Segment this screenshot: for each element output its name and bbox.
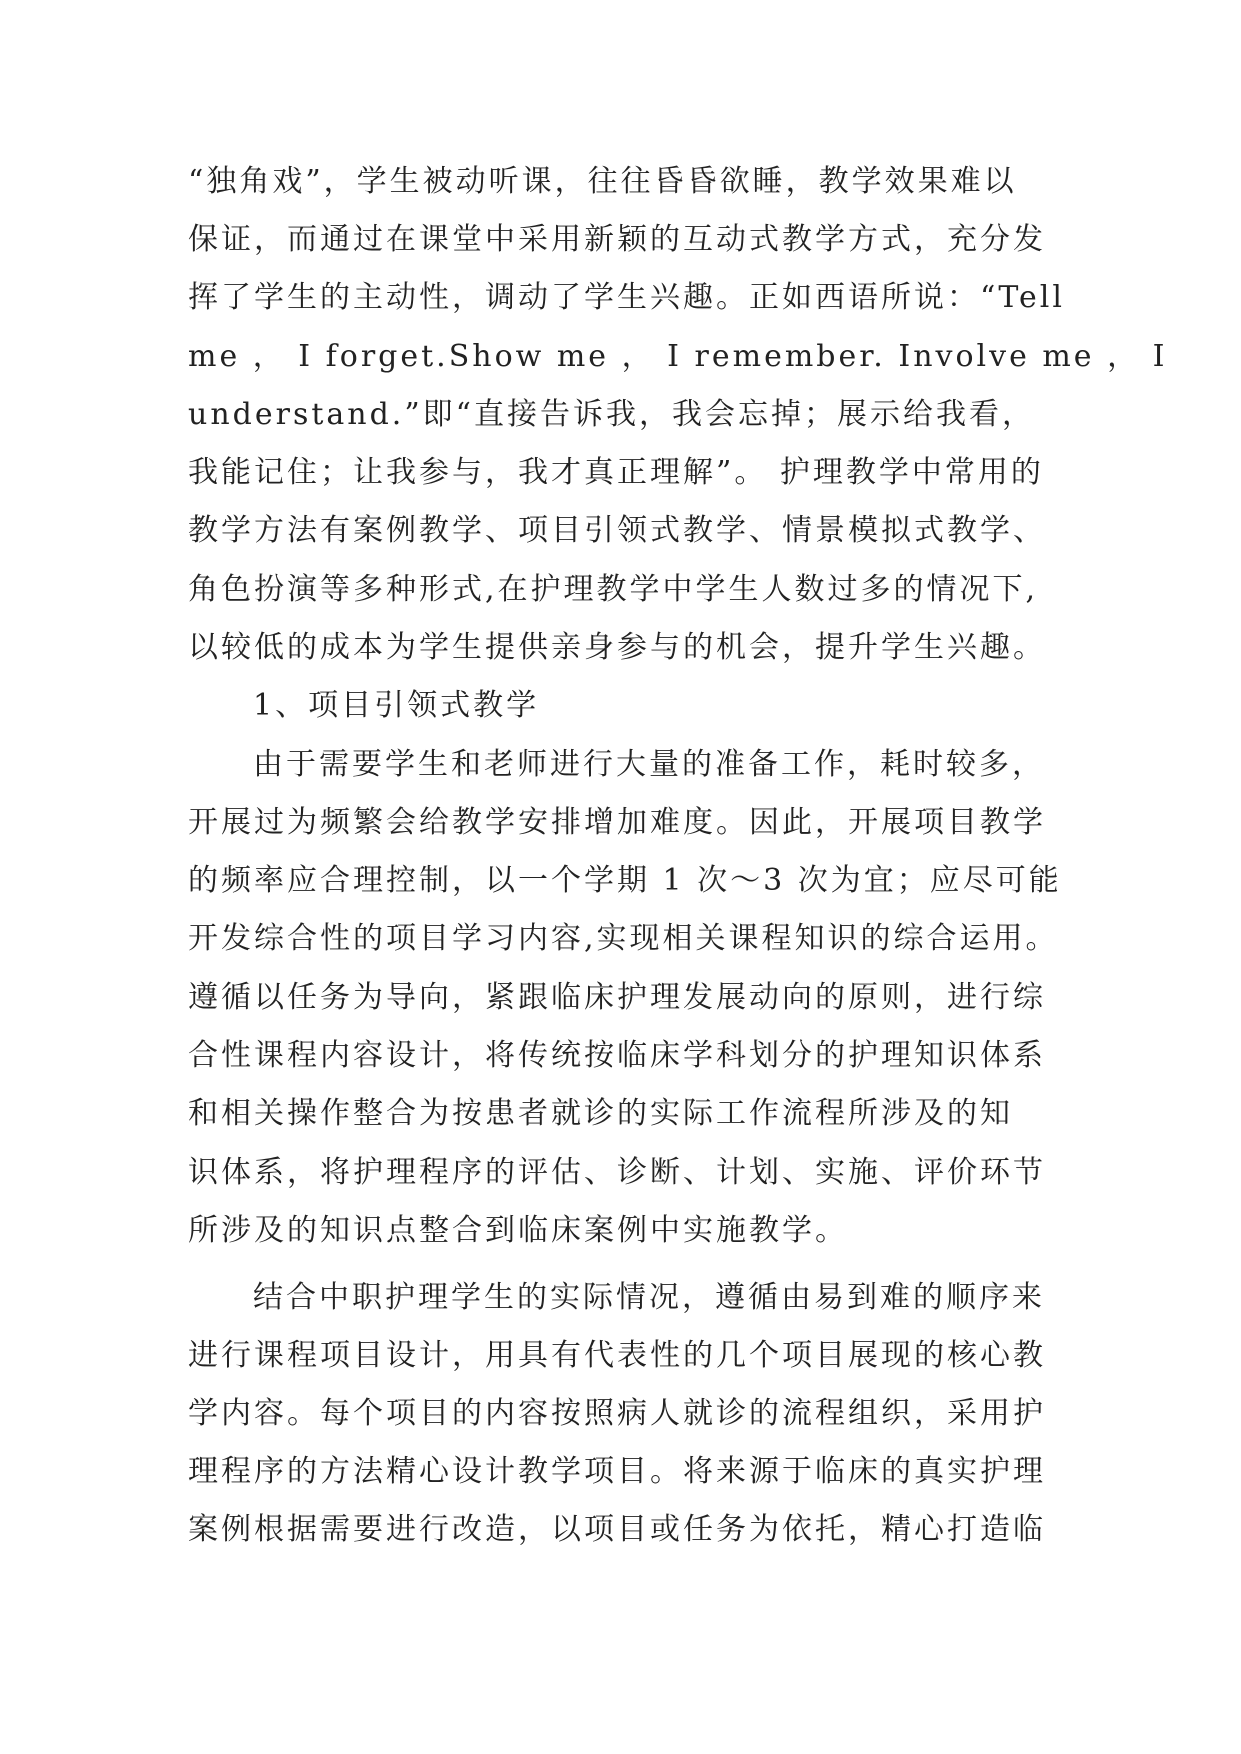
text-line: 识体系，将护理程序的评估、诊断、计划、实施、评价环节 xyxy=(188,1155,1046,1190)
text-line: understand.”即“直接告诉我，我会忘掉；展示给我看， xyxy=(188,397,1036,432)
text-line: 由于需要学生和老师进行大量的准备工作，耗时较多， xyxy=(253,747,1045,782)
text-line: 遵循以任务为导向，紧跟临床护理发展动向的原则，进行综 xyxy=(188,980,1046,1015)
text-line: 学内容。每个项目的内容按照病人就诊的流程组织，采用护 xyxy=(188,1396,1046,1431)
text-line: 的频率应合理控制，以一个学期 1 次～3 次为宜；应尽可能 xyxy=(188,863,1062,898)
text-line: 以较低的成本为学生提供亲身参与的机会，提升学生兴趣。 xyxy=(188,630,1046,665)
text-line: 我能记住；让我参与，我才真正理解”。 护理教学中常用的 xyxy=(188,455,1044,490)
text-line: 案例根据需要进行改造，以项目或任务为依托，精心打造临 xyxy=(188,1512,1046,1547)
text-line: 开发综合性的项目学习内容,实现相关课程知识的综合运用。 xyxy=(188,921,1059,956)
text-line: 角色扮演等多种形式,在护理教学中学生人数过多的情况下, xyxy=(188,572,1039,607)
section-heading: 1、项目引领式教学 xyxy=(253,688,540,723)
text-line: “独角戏”，学生被动听课，往往昏昏欲睡，教学效果难以 xyxy=(188,164,1017,199)
text-line: 保证，而通过在课堂中采用新颖的互动式教学方式，充分发 xyxy=(188,222,1046,257)
text-line: 理程序的方法精心设计教学项目。将来源于临床的真实护理 xyxy=(188,1454,1046,1489)
text-line: 开展过为频繁会给教学安排增加难度。因此，开展项目教学 xyxy=(188,805,1046,840)
text-line: 和相关操作整合为按患者就诊的实际工作流程所涉及的知 xyxy=(188,1096,1013,1131)
text-line: 合性课程内容设计，将传统按临床学科划分的护理知识体系 xyxy=(188,1038,1046,1073)
text-line: 挥了学生的主动性，调动了学生兴趣。正如西语所说：“Tell xyxy=(188,280,1065,315)
text-line: 结合中职护理学生的实际情况，遵循由易到难的顺序来 xyxy=(253,1280,1045,1315)
text-line: 教学方法有案例教学、项目引领式教学、情景模拟式教学、 xyxy=(188,513,1046,548)
text-line: me ， I forget.Show me ， I remember. Involve me ， I xyxy=(188,339,1168,374)
text-line: 进行课程项目设计，用具有代表性的几个项目展现的核心教 xyxy=(188,1338,1046,1373)
text-line: 所涉及的知识点整合到临床案例中实施教学。 xyxy=(188,1213,848,1248)
